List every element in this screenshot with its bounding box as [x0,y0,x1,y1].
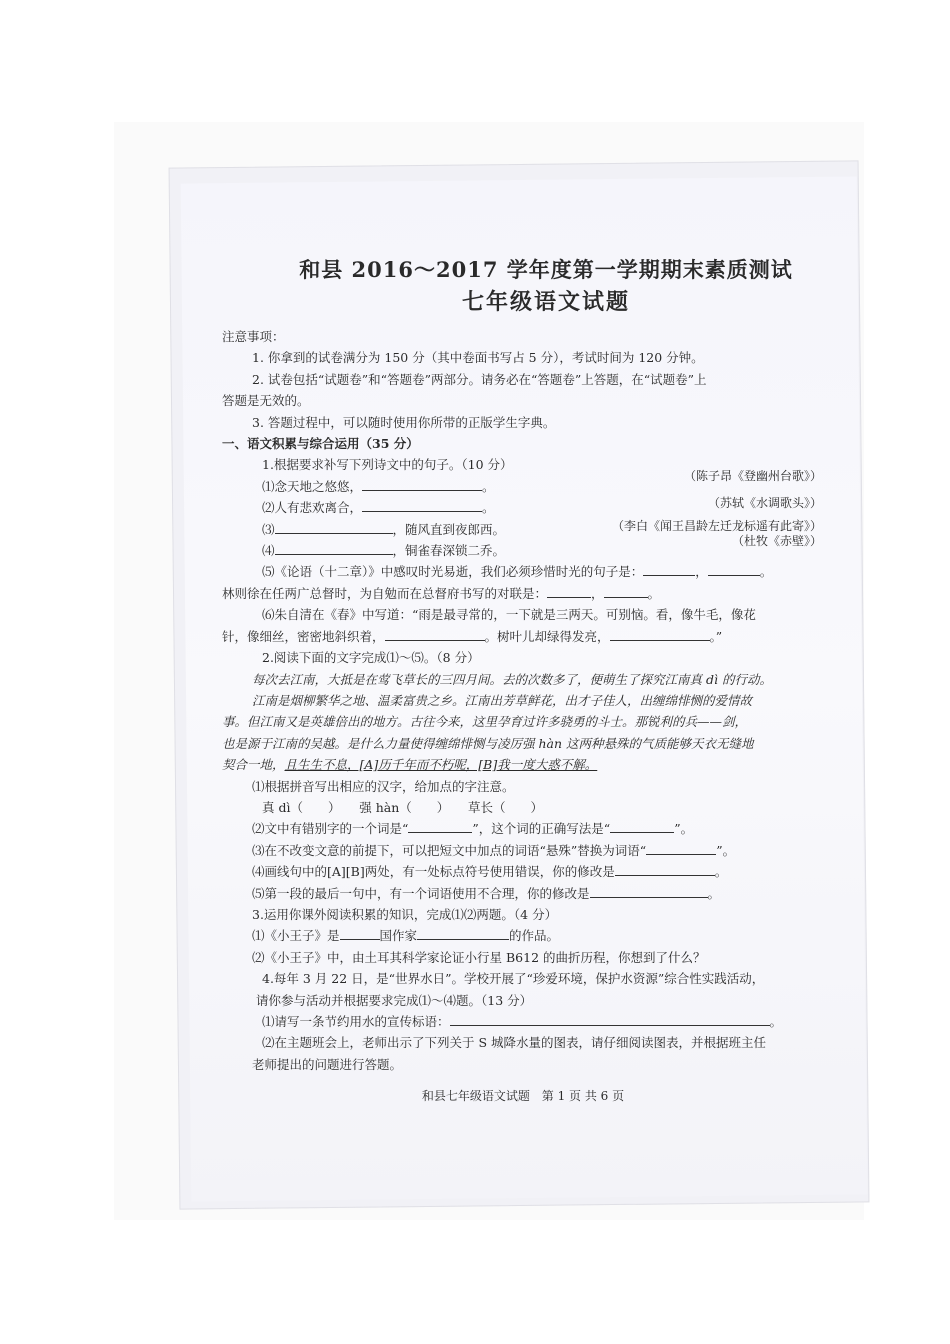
notice-item-2a: 2. 试卷包括“试题卷”和“答题卷”两部分。请务必在“答题卷”上答题，在“试题卷”上 [252,371,707,387]
q3-s1-end: 的作品。 [509,928,560,944]
q4-sub-2a: ⑵在主题班会上，老师出示了下列关于 S 城降水量的图表，请仔细阅读图表，并根据班主任 [262,1035,767,1051]
answer-blank[interactable] [646,840,716,855]
q2-passage-2d-text: 契合一地， [222,757,285,773]
answer-blank[interactable] [275,519,393,534]
q2-passage-1: 每次去江南，大抵是在莺飞草长的三四月间。去的次数多了，便萌生了探究江南真 dì 的行动。 [252,671,772,687]
q2-s4-end: 。 [714,864,728,880]
q1-l4-mid: ，铜雀春深锁二乔。 [392,543,506,559]
q3-sub-1 [222,925,822,946]
answer-blank[interactable] [275,540,393,555]
q1-l1-text: ⑴念天地之悠悠， [262,478,363,494]
answer-blank[interactable] [417,925,509,940]
answer-blank[interactable] [408,818,472,833]
q3-s1-mid: 国作家 [379,928,418,944]
notice-heading: 注意事项： [222,329,285,344]
q1-l6b-mid: 。树叶儿却绿得发亮， [484,628,610,644]
q1-l1-end: 。 [482,478,495,494]
notice-item-3: 3. 答题过程中，可以随时使用你所带的正版学生字典。 [252,414,556,430]
q1-l2-source: （苏轼《水调歌头》） [707,496,822,511]
q1-l2-end: 。 [482,500,495,516]
q1-l5a-end: 。 [759,564,773,580]
q3-sub-2: ⑵《小王子》中，由土耳其科学家论证小行星 B612 的曲折历程，你想到了什么？ [252,949,706,965]
q2-passage-2d [222,754,822,775]
q1-l4-text: ⑷ [262,543,275,559]
q1-l5a-text: ⑸《论语（十二章）》中感叹时光易逝，我们必须珍惜时光的句子是： [262,564,644,580]
exam-title: 和县 2016～2017 学年度第一学期期末素质测试 [299,257,793,282]
q2-s2-text: ⑵文中有错别字的一个词是“ [252,821,409,837]
q1-line-5a: ⑸《论语（十二章）》中感叹时光易逝，我们必须珍惜时光的句子是： ， 。 [222,561,822,582]
q2-s4-text: ⑷画线句中的[A][B]两处，有一处标点符号使用错误，你的修改是 [252,864,615,880]
q1-stem: 1.根据要求补写下列诗文中的句子。（10 分） [262,457,513,473]
section-heading: 一、语文积累与综合运用（35 分） [222,436,419,452]
exam-content [222,256,822,1075]
q1-l5b-text: 林则徐在任两广总督时，为自勉而在总督府书写的对联是： [222,585,548,601]
q2-s5-end: 。 [707,885,721,901]
q1-l6b-text: 针，像细丝，密密地斜织着， [222,628,385,644]
answer-blank[interactable] [604,583,648,598]
q3-s1-text: ⑴《小王子》是 [252,928,340,944]
q2-underlined-sentence: 且生生不息，[A]历千年而不朽呢，[B]我一度大惑不解。 [284,757,598,773]
answer-blank[interactable] [708,561,760,576]
q1-l1-source: （陈子昂《登幽州台歌》） [683,468,822,483]
q1-l5b-end: 。 [647,585,661,601]
q2-sub-1-items: 真 dì（ ） 强 hàn（ ） 草长（ ） [262,799,544,815]
q2-sub-4 [222,861,822,882]
q2-sub-2 [222,818,822,839]
q2-s5-text: ⑸第一段的最后一句中，有一个词语使用不合理，你的修改是 [252,885,590,901]
q2-sub-3 [222,840,822,861]
footer-page-number: 第 1 页 共 6 页 [541,1089,625,1103]
answer-blank[interactable] [643,561,695,576]
answer-blank[interactable] [615,861,715,876]
q4-s1-end: 。 [769,1014,783,1029]
q1-line-6a: ⑹朱自清在《春》中写道：“雨是最寻常的，一下就是三两天。可别恼。看，像牛毛，像花 [262,607,756,623]
answer-blank[interactable] [450,1011,770,1026]
q4-s1-text: ⑴请写一条节约用水的宣传标语： [262,1014,450,1029]
q2-s2-mid: ”，这个词的正确写法是“ [472,821,611,837]
page-footer [0,1087,950,1104]
q1-l6b-end: 。” [709,628,723,644]
exam-subtitle: 七年级语文试题 [461,289,630,315]
q1-l3-mid: ，随风直到夜郎西。 [392,521,506,537]
answer-blank[interactable] [590,883,708,898]
q2-sub-5 [222,883,822,904]
q2-passage-2b: 事。但江南又是英雄倍出的地方。古往今来，这里孕育过许多骁勇的斗士。那锐利的兵——剑， [222,714,748,730]
q1-line-5b: 林则徐在任两广总督时，为自勉而在总督府书写的对联是： ， 。 [222,583,822,604]
q1-l3-text: ⑶ [262,521,275,537]
q4-sub-1 [222,1011,822,1032]
q1-l4-source: （杜牧《赤壁》） [731,534,822,549]
q1-l3-source: （李白《闻王昌龄左迁龙标遥有此寄》） [611,518,822,533]
footer-title: 和县七年级语文试题 [421,1089,530,1103]
answer-blank[interactable] [362,476,482,491]
q3-stem: 3.运用你课外阅读积累的知识，完成⑴⑵两题。（4 分） [252,906,558,922]
notice-item-1: 1. 你拿到的试卷满分为 150 分（其中卷面书写占 5 分），考试时间为 120 分钟。 [252,350,704,366]
q2-sub-1: ⑴根据拼音写出相应的汉字，给加点的字注意。 [252,778,515,794]
answer-blank[interactable] [340,925,380,940]
q4-sub-2b: 老师提出的问题进行答题。 [252,1056,403,1072]
q1-line-6b [222,626,822,647]
notice-item-2b: 答题是无效的。 [222,393,310,409]
answer-blank[interactable] [610,818,674,833]
q4-stem-a: 4.每年 3 月 22 日，是“世界水日”。学校开展了“珍爱环境，保护水资源”综合性实践活动， [262,971,765,987]
answer-blank[interactable] [362,497,482,512]
q4-stem-b: 请你参与活动并根据要求完成⑴～⑷题。（13 分） [256,992,533,1008]
q1-line-4 [222,534,822,561]
q1-l2-text: ⑵人有悲欢离合， [262,500,363,516]
q2-passage-2a: 江南是烟柳繁华之地、温柔富贵之乡。江南出芳草鲜花，出才子佳人，出缠绵悱恻的爱情故 [252,692,753,708]
q2-s3-end: ”。 [716,842,736,858]
q2-passage-2c: 也是源于江南的吴越。是什么力量使得缠绵悱恻与凌厉强 hàn 这两种悬殊的气质能够天衣无缝地 [222,735,754,751]
q2-s3-text: ⑶在不改变文意的前提下，可以把短文中加点的词语“悬殊”替换为词语“ [252,842,647,858]
answer-blank[interactable] [547,583,591,598]
q2-stem: 2.阅读下面的文字完成⑴～⑸。（8 分） [262,650,480,666]
answer-blank[interactable] [610,626,710,641]
q2-s2-end: ”。 [674,821,694,837]
answer-blank[interactable] [385,626,485,641]
